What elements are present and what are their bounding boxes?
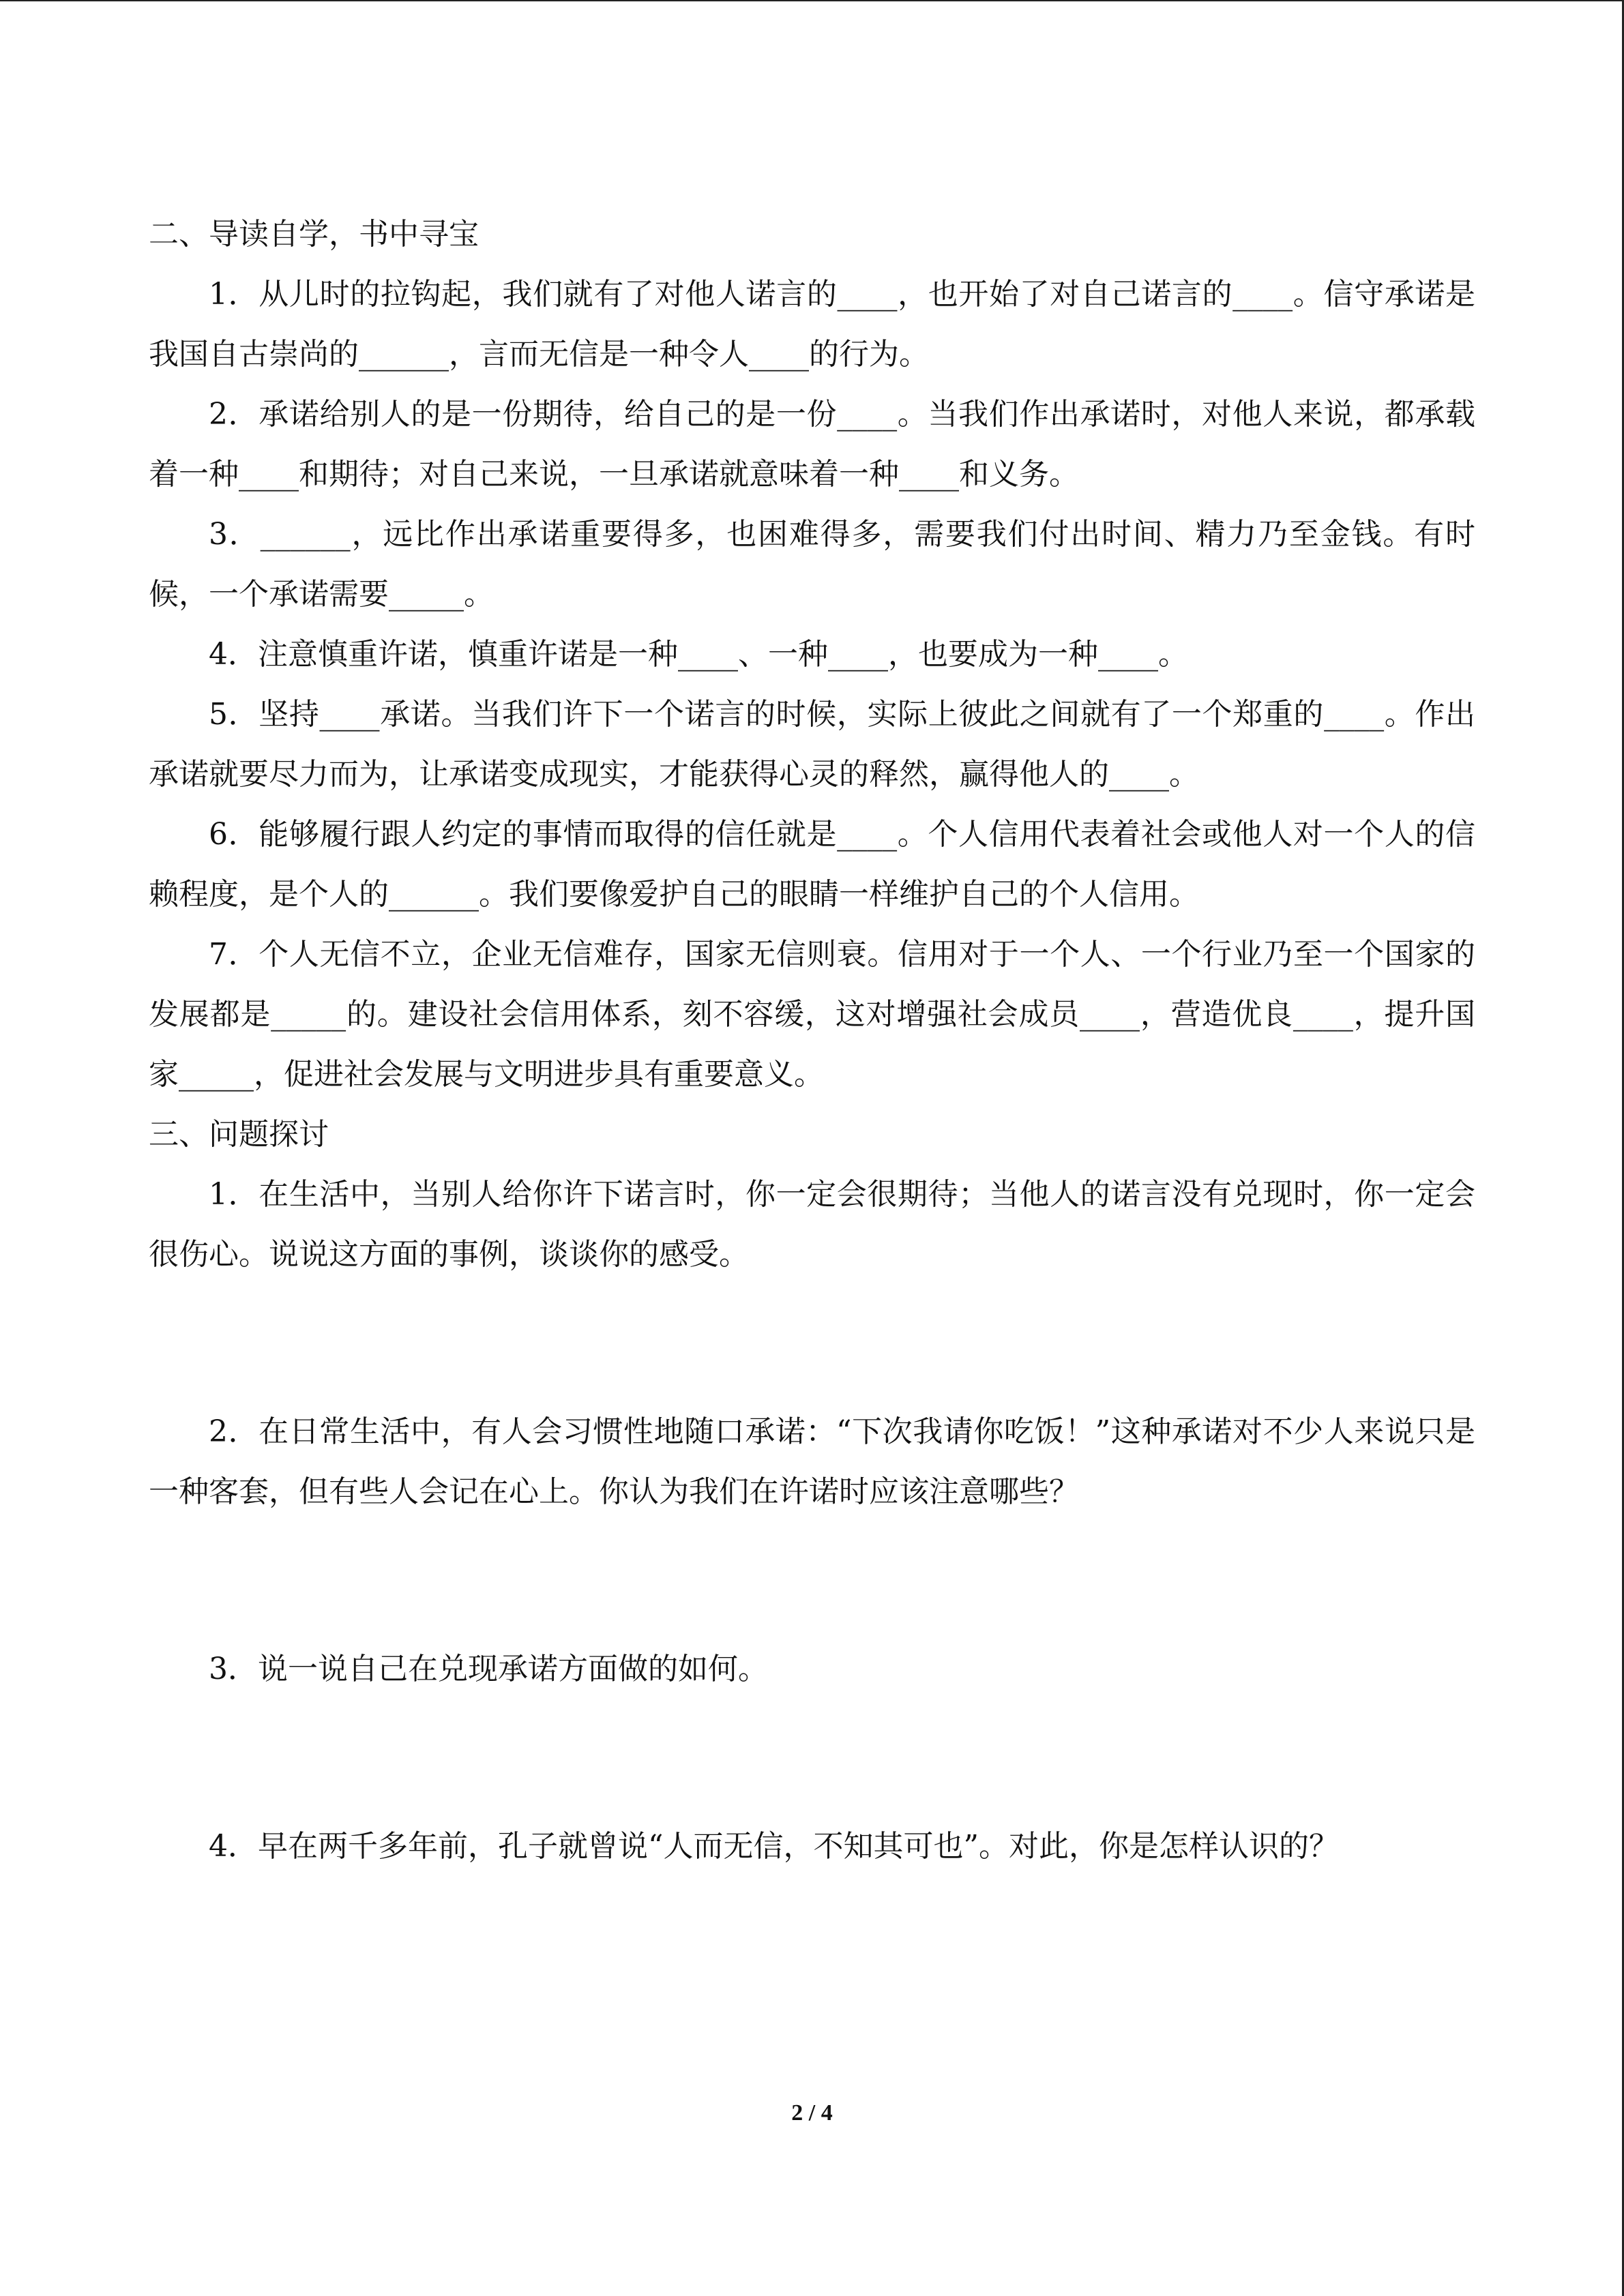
answer-space-1 [149, 1285, 1475, 1402]
section-2-item-6: 6．能够履行跟人约定的事情而取得的信任就是____。个人信用代表着社会或他人对一个人的信赖程度，是个人的______。我们要像爱护自己的眼睛一样维护自己的个人信用。 [149, 817, 1475, 912]
answer-space-3 [149, 1699, 1475, 1817]
section-2-item-2: 2．承诺给别人的是一份期待，给自己的是一份____。当我们作出承诺时，对他人来说，都承载着一种____和期待；对自己来说，一旦承诺就意味着一种____和义务。 [149, 397, 1475, 492]
section-2-item-1: 1．从儿时的拉钩起，我们就有了对他人诺言的____，也开始了对自己诺言的____。信守承诺是我国自古崇尚的______，言而无信是一种令人____的行为。 [149, 277, 1475, 372]
section-3-heading: 三、问题探讨 [149, 1117, 329, 1152]
section-3-question-2: 2．在日常生活中，有人会习惯性地随口承诺：“下次我请你吃饭！”这种承诺对不少人来说只是一种客套，但有些人会记在心上。你认为我们在许诺时应该注意哪些？ [149, 1414, 1475, 1509]
section-3-question-3: 3．说一说自己在兑现承诺方面做的如何。 [209, 1652, 768, 1686]
top-border-line [0, 0, 1624, 1]
section-3-question-4: 4．早在两千多年前，孔子就曾说“人而无信，不知其可也”。对此，你是怎样认识的？ [209, 1829, 1339, 1864]
section-2-heading: 二、导读自学，书中寻宝 [149, 217, 479, 252]
section-3-question-1: 1．在生活中，当别人给你许下诺言时，你一定会很期待；当他人的诺言没有兑现时，你一定会很伤心。说说这方面的事例，谈谈你的感受。 [149, 1177, 1475, 1272]
section-2-item-7: 7．个人无信不立，企业无信难存，国家无信则衰。信用对于一个人、一个行业乃至一个国家的发展都是_____的。建设社会信用体系，刻不容缓，这对增强社会成员____，营造优良____，提升国家_____，促进社会发展与文明进步具有重要意义。 [149, 937, 1475, 1092]
section-2-item-5: 5．坚持____承诺。当我们许下一个诺言的时候，实际上彼此之间就有了一个郑重的____。作出承诺就要尽力而为，让承诺变成现实，才能获得心灵的释然，赢得他人的____。 [149, 697, 1475, 792]
answer-space-2 [149, 1522, 1475, 1639]
section-2-item-4: 4．注意慎重许诺，慎重许诺是一种____、一种____，也要成为一种____。 [209, 637, 1188, 672]
section-2-item-3: 3．______，远比作出承诺重要得多，也困难得多，需要我们付出时间、精力乃至金钱。有时候，一个承诺需要_____。 [149, 517, 1475, 612]
page-number: 2 / 4 [791, 2100, 833, 2126]
page-content [149, 205, 1475, 1877]
